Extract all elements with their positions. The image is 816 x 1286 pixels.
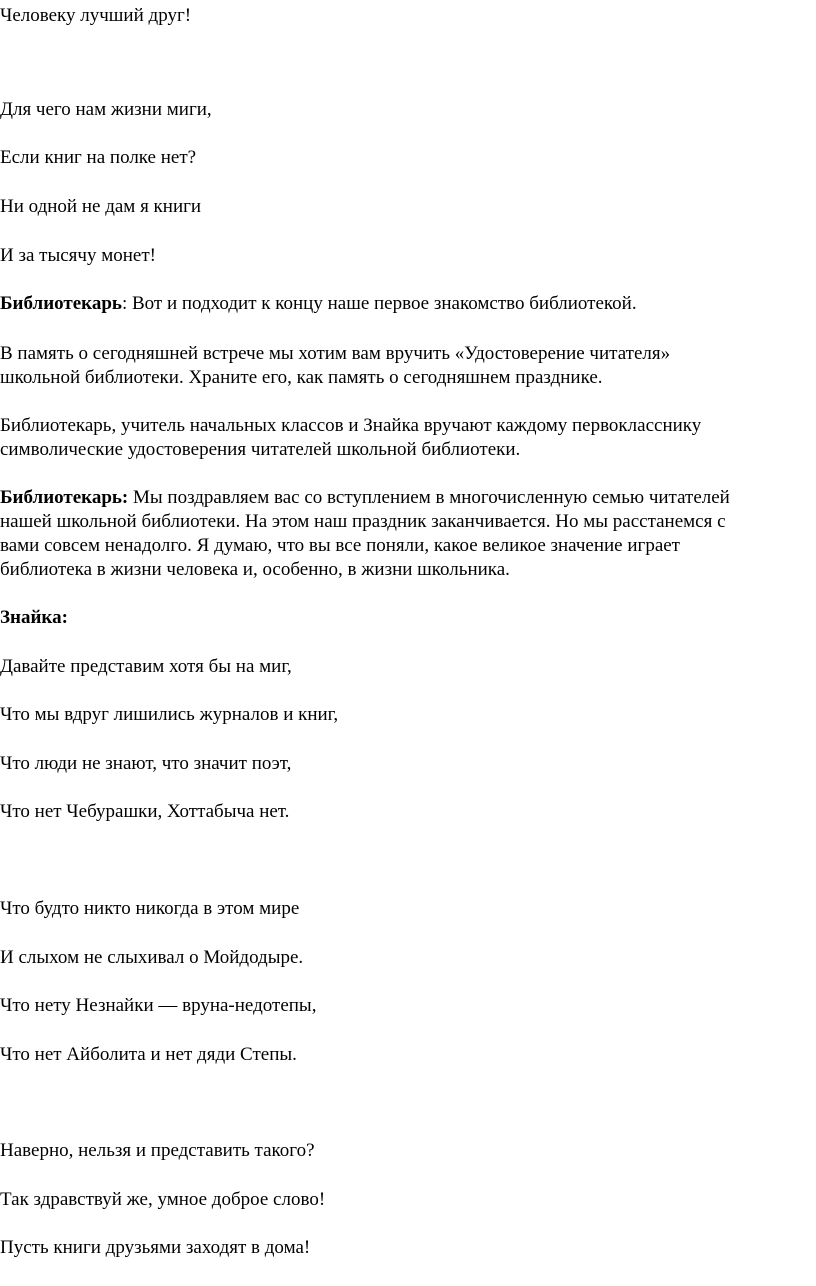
verse-line: Что нету Незнайки — вруна-недотепы, <box>0 995 317 1016</box>
verse-line: И за тысячу монет! <box>0 245 156 266</box>
paragraph-line: символические удостоверения читателей школьной библиотеки. <box>0 439 521 460</box>
speaker-label-znayka: Знайка: <box>0 607 68 628</box>
verse-line: Что мы вдруг лишились журналов и книг, <box>0 704 339 725</box>
paragraph-librarian-1 <box>0 292 637 316</box>
speaker-label: Библиотекарь: <box>0 487 129 508</box>
verse-line: Что нет Чебурашки, Хоттабыча нет. <box>0 801 290 822</box>
paragraph-line: школьной библиотеки. Храните его, как память о сегодняшнем празднике. <box>0 367 603 388</box>
paragraph-text: Мы поздравляем вас со вступлением в многочисленную семью читателей <box>128 487 730 508</box>
paragraph-line: нашей школьной библиотеки. На этом наш праздник заканчивается. Но мы расстанемся с <box>0 511 726 532</box>
verse-line: Давайте представим хотя бы на миг, <box>0 656 292 677</box>
paragraph-line: вами совсем ненадолго. Я думаю, что вы все поняли, какое великое значение играет <box>0 535 680 556</box>
verse-line: Что нет Айболита и нет дяди Степы. <box>0 1044 297 1065</box>
verse-line: Ни одной не дам я книги <box>0 196 202 217</box>
intro-line: Человеку лучший друг! <box>0 5 192 26</box>
verse-line: И слыхом не слыхивал о Мойдодыре. <box>0 947 304 968</box>
paragraph-librarian-2 <box>0 486 730 510</box>
verse-line: Наверно, нельзя и представить такого? <box>0 1140 315 1161</box>
paragraph-line: библиотека в жизни человека и, особенно, в жизни школьника. <box>0 559 510 580</box>
verse-line: Так здравствуй же, умное доброе слово! <box>0 1189 326 1210</box>
verse-line: Пусть книги друзьями заходят в дома! <box>0 1237 311 1258</box>
paragraph-line: Библиотекарь, учитель начальных классов и Знайка вручают каждому первокласснику <box>0 415 702 436</box>
paragraph-text: : Вот и подходит к концу наше первое знакомство библиотекой. <box>121 293 637 314</box>
speaker-label: Библиотекарь <box>0 293 122 314</box>
verse-line: Для чего нам жизни миги, <box>0 99 212 120</box>
verse-line: Что будто никто никогда в этом мире <box>0 898 300 919</box>
verse-line: Если книг на полке нет? <box>0 147 197 168</box>
paragraph-line: В память о сегодняшней встрече мы хотим вам вручить «Удостоверение читателя» <box>0 343 671 364</box>
verse-line: Что люди не знают, что значит поэт, <box>0 753 292 774</box>
